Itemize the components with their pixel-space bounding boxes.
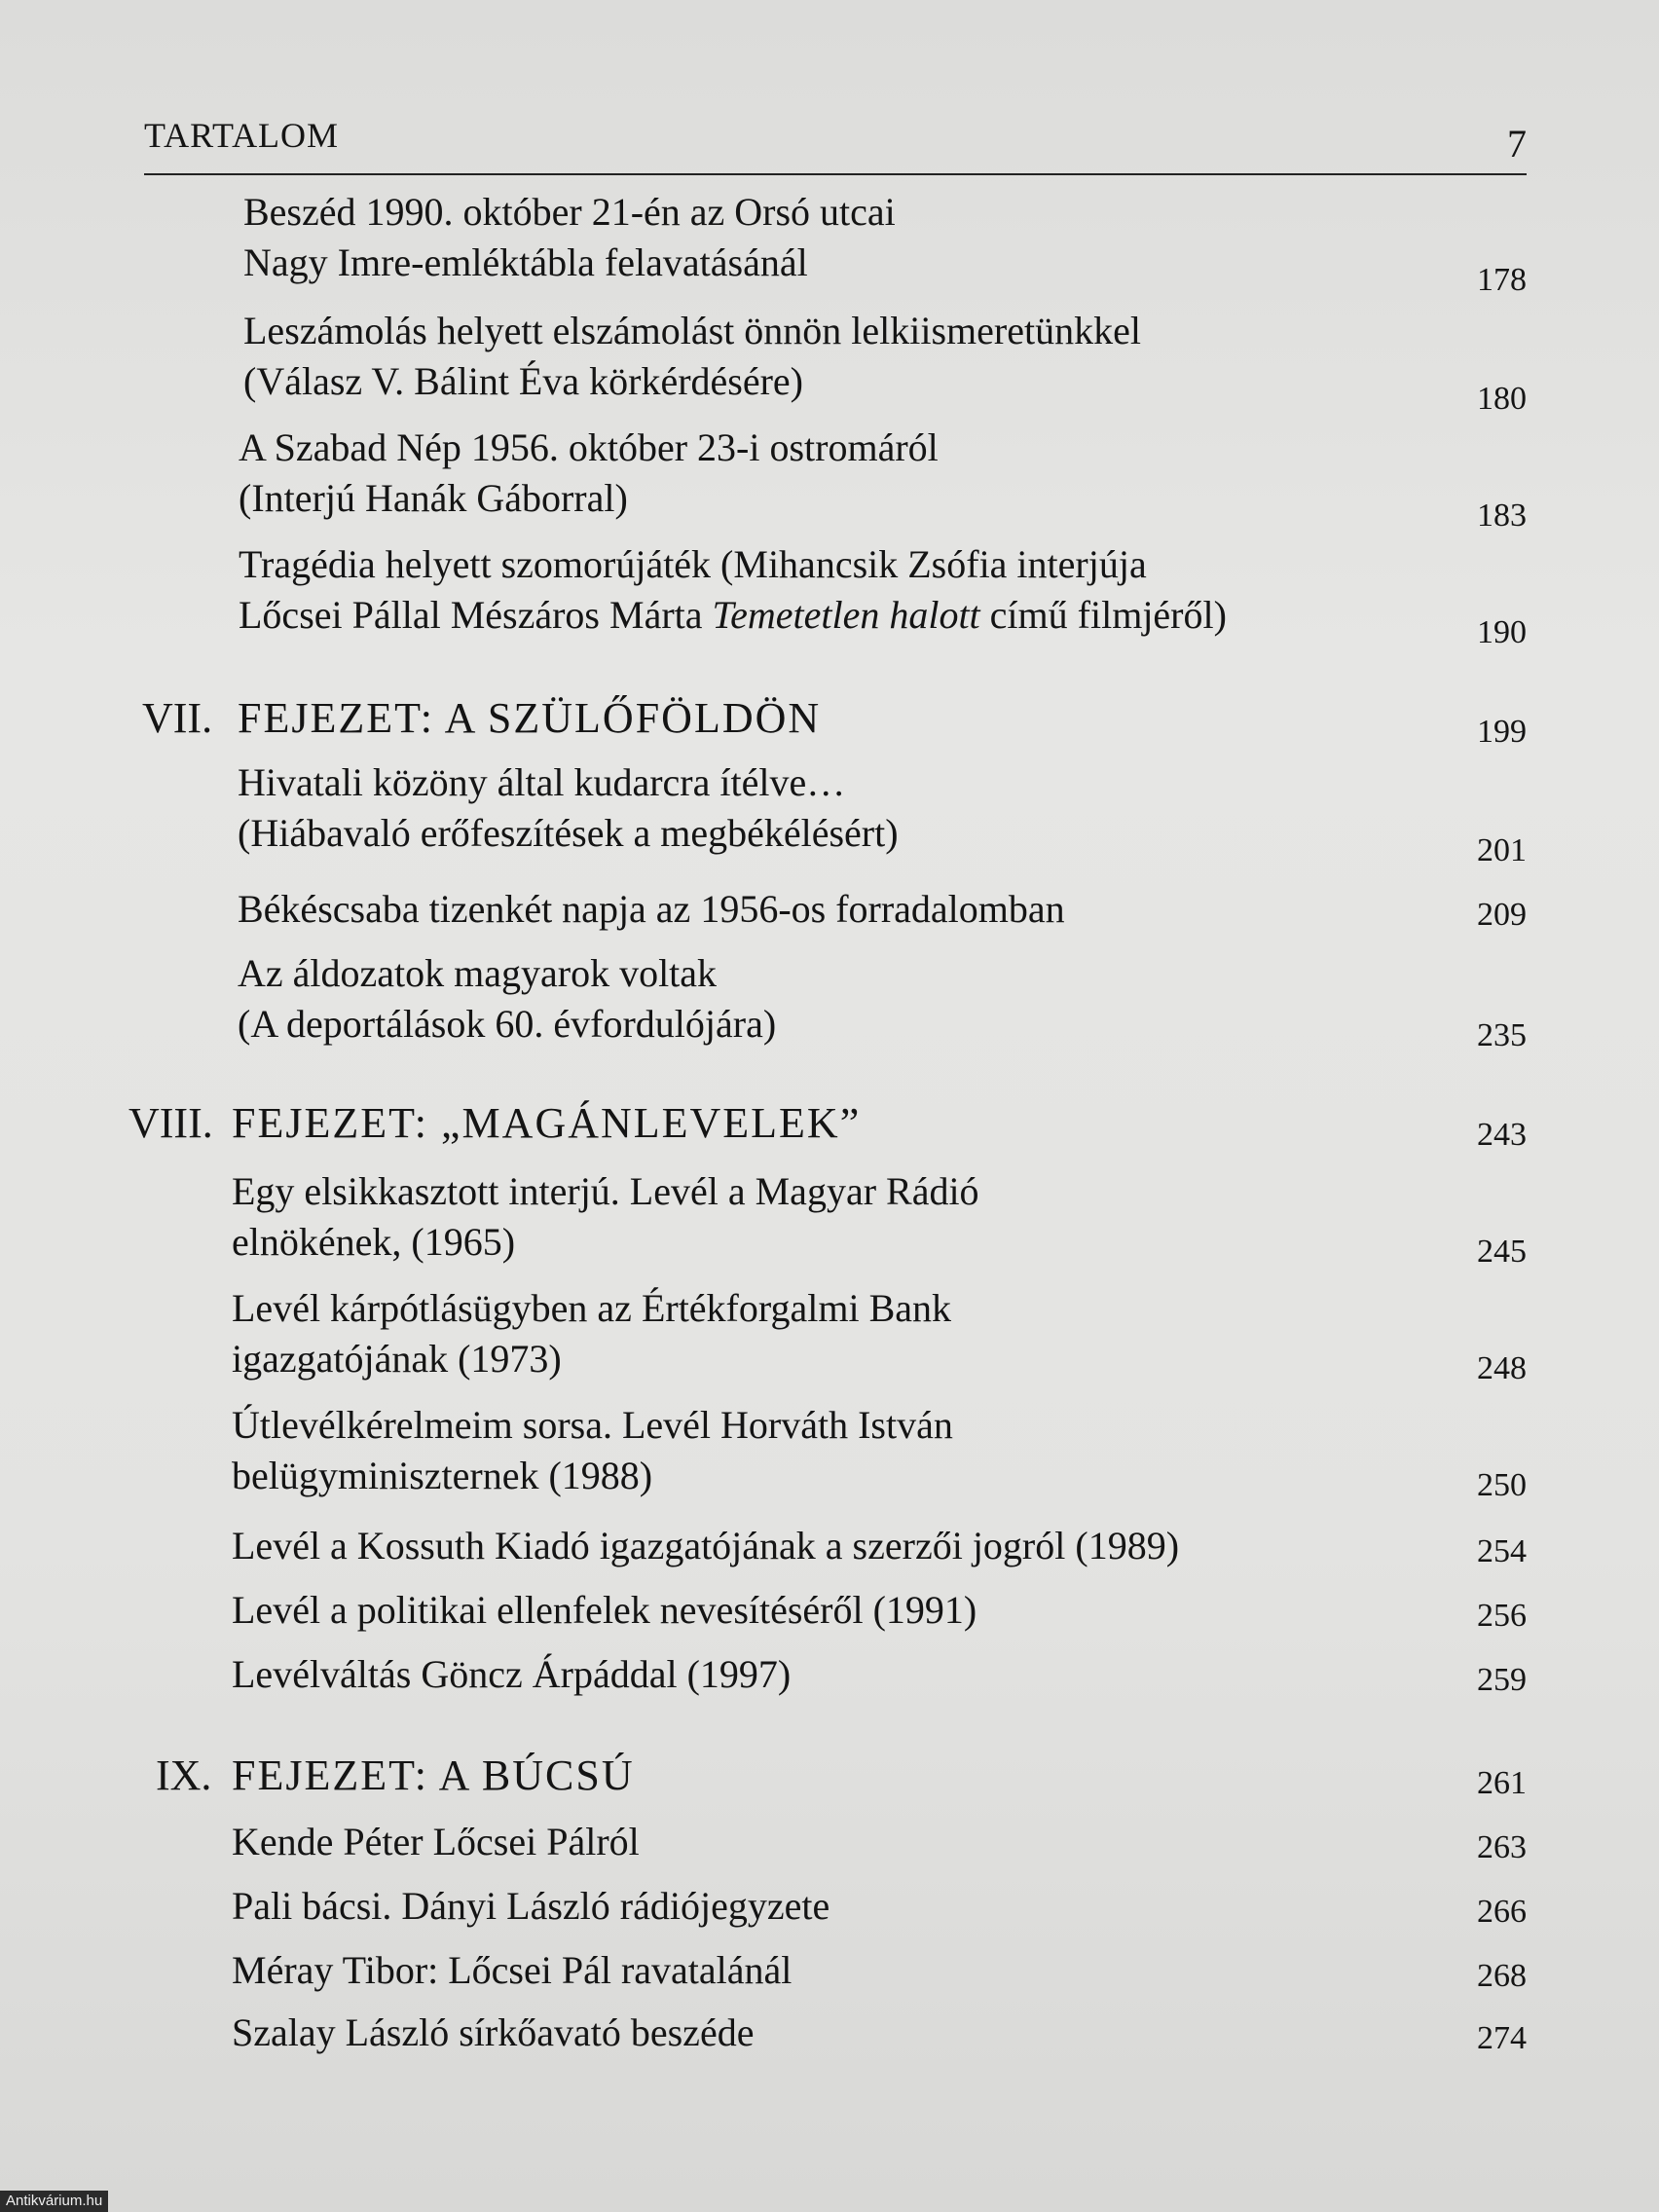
toc-entry-text: Békéscsaba tizenkét napja az 1956-os forradalomban: [238, 887, 1065, 931]
toc-entry: [232, 1166, 1527, 1268]
chapter-page: 243: [1477, 1117, 1527, 1153]
toc-entry: [243, 306, 1527, 417]
toc-entry: [238, 948, 1527, 1053]
toc-entry: [232, 1945, 1527, 1996]
chapter-page: 199: [1477, 714, 1527, 750]
toc-entry-text: Pali bácsi. Dányi László rádiójegyzete: [232, 1884, 830, 1928]
toc-entry-text: Levél kárpótlásügyben az Értékforgalmi Bank igazgatójának (1973): [232, 1286, 952, 1381]
toc-entry-text: Beszéd 1990. október 21-én az Orsó utcai Nagy Imre-emléktábla felavatásánál: [243, 190, 896, 284]
toc-entry: [232, 2008, 1527, 2058]
toc-entry-page: 245: [1477, 1234, 1527, 1270]
toc-entry-page: 250: [1477, 1467, 1527, 1503]
toc-entry-page: 180: [1477, 381, 1527, 417]
toc-entry-page: 190: [1477, 614, 1527, 650]
toc-entry-page: 201: [1477, 832, 1527, 868]
toc-entry-text: Hivatali közöny által kudarcra ítélve… (Hiábavaló erőfeszítések a megbékélésért): [238, 760, 899, 855]
toc-entry: [239, 539, 1527, 650]
toc-entry-text: Leszámolás helyett elszámolást önnön lelkiismeretünkkel (Válasz V. Bálint Éva körkérdésére): [243, 309, 1141, 403]
toc-entry-text: Egy elsikkasztott interjú. Levél a Magyar Rádió elnökének, (1965): [232, 1169, 979, 1264]
toc-entry-text: Szalay László sírkőavató beszéde: [232, 2010, 755, 2054]
toc-entry: [238, 884, 1527, 935]
toc-entry-page: 263: [1477, 1829, 1527, 1865]
toc-entry-page: 235: [1477, 1017, 1527, 1053]
toc-entry-page: 178: [1477, 262, 1527, 298]
chapter-title: FEJEZET: A BÚCSÚ: [232, 1751, 635, 1799]
toc-entry-page: 254: [1477, 1533, 1527, 1569]
toc-entry: [232, 1521, 1527, 1571]
toc-entry-page: 268: [1477, 1958, 1527, 1994]
chapter-title: FEJEZET: „MAGÁNLEVELEK”: [232, 1099, 862, 1147]
running-head: [144, 109, 1527, 175]
toc-entry-page: 183: [1477, 498, 1527, 534]
toc-entry-page: 259: [1477, 1662, 1527, 1698]
watermark-label: Antikvárium.hu: [0, 2191, 108, 2212]
toc-entry-text: Kende Péter Lőcsei Pálról: [232, 1820, 640, 1863]
toc-entry-page: 274: [1477, 2020, 1527, 2056]
toc-entry: [243, 187, 1527, 298]
toc-entry-page: 209: [1477, 897, 1527, 933]
chapter-number: IX.: [156, 1751, 212, 1799]
toc-entry-text: Útlevélkérelmeim sorsa. Levél Horváth István belügyminiszternek (1988): [232, 1403, 953, 1497]
toc-entry: [232, 1585, 1527, 1636]
toc-entry: [232, 1881, 1527, 1932]
toc-entry: [232, 1817, 1527, 1867]
toc-entry-text: Levél a politikai ellenfelek nevesítéséről (1991): [232, 1588, 977, 1632]
toc-entry-text: Az áldozatok magyarok voltak (A deportálások 60. évfordulójára): [238, 951, 777, 1046]
running-head-title: TARTALOM: [144, 116, 340, 155]
chapter-title: FEJEZET: A SZÜLŐFÖLDÖN: [238, 694, 822, 742]
toc-entry: [232, 1400, 1527, 1501]
toc-entry-text: Méray Tibor: Lőcsei Pál ravatalánál: [232, 1948, 793, 1992]
toc-entry-page: 266: [1477, 1894, 1527, 1930]
toc-entry: [238, 757, 1527, 868]
toc-entry-page: 256: [1477, 1598, 1527, 1634]
toc-entry-text: Levél a Kossuth Kiadó igazgatójának a szerzői jogról (1989): [232, 1524, 1180, 1567]
toc-entry-text: Tragédia helyett szomorújáték (Mihancsik Zsófia interjúja Lőcsei Pállal Mészáros Márta Temetetlen halott című filmjéről): [239, 542, 1227, 637]
toc-entry: [239, 423, 1527, 534]
film-title: Temetetlen halott: [712, 593, 980, 637]
toc-entry-text: A Szabad Nép 1956. október 23-i ostromáról (Interjú Hanák Gáborral): [239, 425, 939, 520]
toc-entry: [232, 1283, 1527, 1384]
chapter-number: VIII.: [129, 1099, 213, 1147]
toc-entry: [232, 1649, 1527, 1700]
chapter-page: 261: [1477, 1765, 1527, 1801]
chapter-number: VII.: [142, 694, 213, 742]
page-number: 7: [1507, 122, 1527, 166]
toc-entry-text: Levélváltás Göncz Árpáddal (1997): [232, 1652, 792, 1696]
toc-entry-page: 248: [1477, 1350, 1527, 1386]
